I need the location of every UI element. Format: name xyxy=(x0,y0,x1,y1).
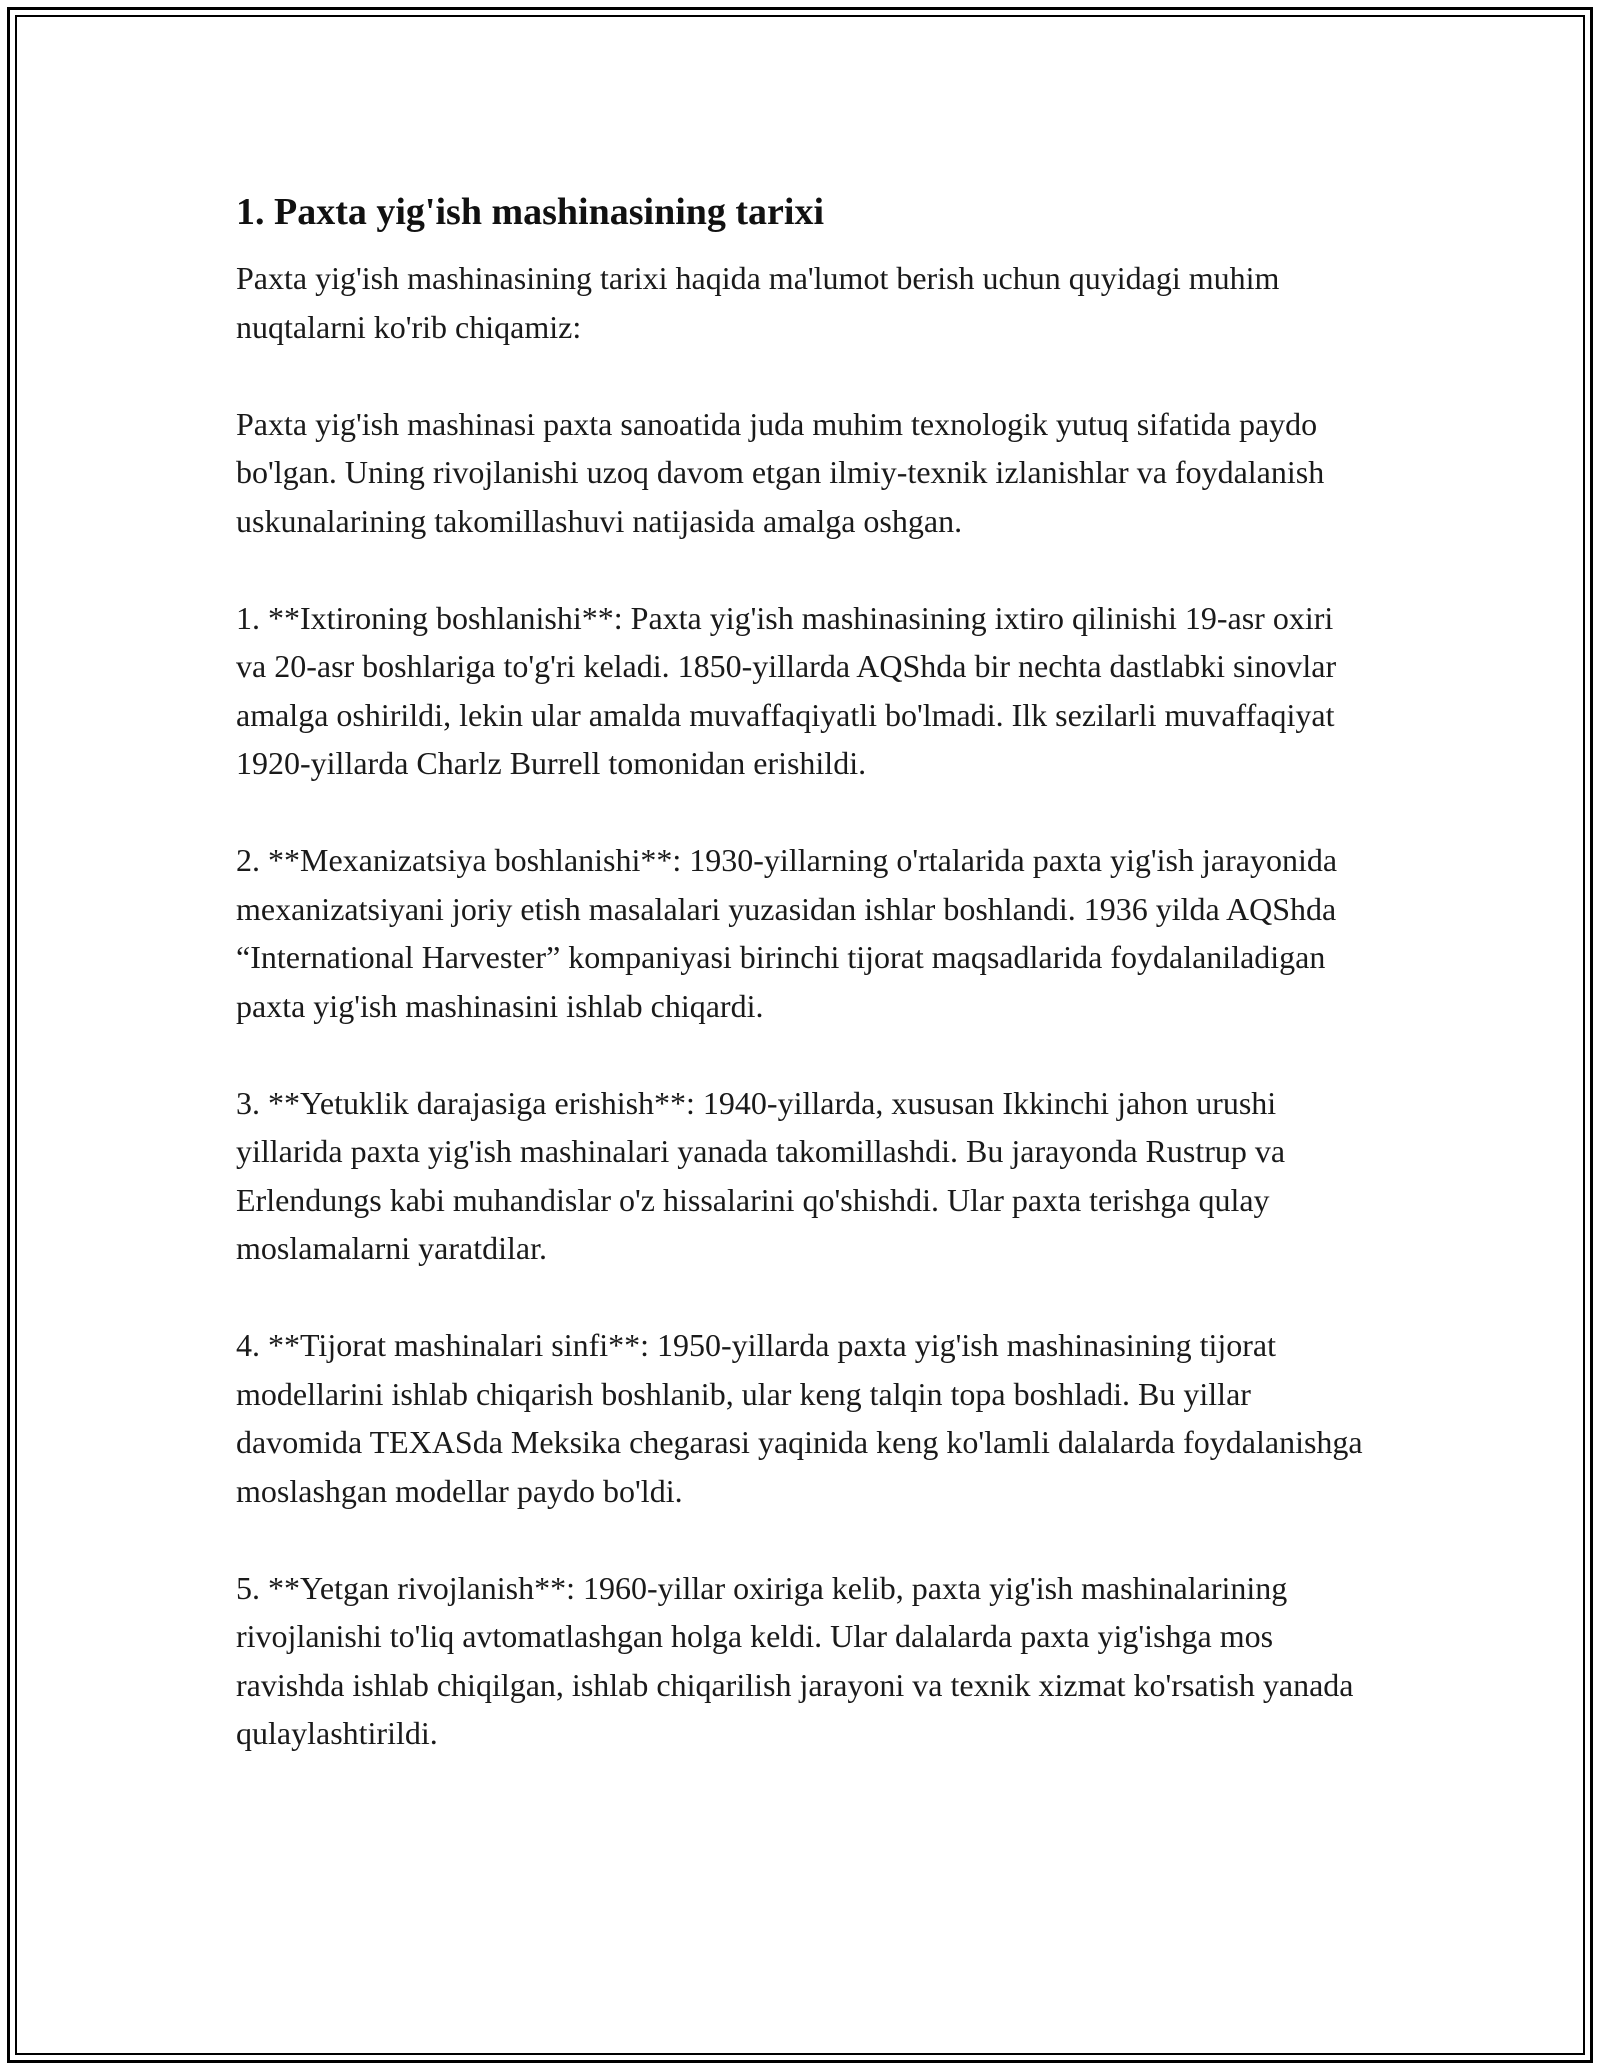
document-body xyxy=(236,188,1366,1806)
overview-paragraph: Paxta yig'ish mashinasi paxta sanoatida juda muhim texnologik yutuq sifatida paydo bo'lgan. Uning rivojlanishi uzoq davom etgan ilmiy-texnik izlanishlar va foydalanish uskunalarining takomillashuvi natijasida amalga oshgan. xyxy=(236,405,1325,539)
list-item-5: 5. **Yetgan rivojlanish**: 1960-yillar oxiriga kelib, paxta yig'ish mashinalarining rivojlanishi to'liq avtomatlashgan holga keldi. Ular dalalarda paxta yig'ishga mos ravishda ishlab chiqilgan, ishlab chiqarilish jarayoni va texnik xizmat ko'rsatish yanada qulaylashtirildi. xyxy=(236,1569,1354,1751)
list-item-3: 3. **Yetuklik darajasiga erishish**: 1940-yillarda, xususan Ikkinchi jahon urushi yillarida paxta yig'ish mashinalari yanada takomillashdi. Bu jarayonda Rustrup va Erlendungs kabi muhandislar o'z hissalarini qo'shishdi. Ular paxta terishga qulay moslamalarni yaratdilar. xyxy=(236,1084,1286,1266)
list-item-2: 2. **Mexanizatsiya boshlanishi**: 1930-yillarning o'rtalarida paxta yig'ish jarayonida mexanizatsiyani joriy etish masalalari yuzasidan ishlar boshlandi. 1936 yilda AQShda “International Harvester” kompaniyasi birinchi tijorat maqsadlarida foydalaniladigan paxta yig'ish mashinasini ishlab chiqardi. xyxy=(236,842,1338,1024)
document-title: 1. Paxta yig'ish mashinasining tarixi xyxy=(236,191,825,233)
list-item-4: 4. **Tijorat mashinalari sinfi**: 1950-yillarda paxta yig'ish mashinasining tijorat modellarini ishlab chiqarish boshlanib, ular keng talqin topa boshladi. Bu yillar davomida TEXASda Meksika chegarasi yaqinida keng ko'lamli dalalarda foydalanishga moslashgan modellar paydo bo'ldi. xyxy=(236,1327,1363,1509)
intro-paragraph: Paxta yig'ish mashinasining tarixi haqida ma'lumot berish uchun quyidagi muhim nuqtalarni ko'rib chiqamiz: xyxy=(236,260,1280,345)
list-item-1: 1. **Ixtironing boshlanishi**: Paxta yig'ish mashinasining ixtiro qilinishi 19-asr oxiri va 20-asr boshlariga to'g'ri keladi. 1850-yillarda AQShda bir nechta dastlabki sinovlar amalga oshirildi, lekin ular amalda muvaffaqiyatli bo'lmadi. Ilk sezilarli muvaffaqiyat 1920-yillarda Charlz Burrell tomonidan erishildi. xyxy=(236,599,1337,781)
